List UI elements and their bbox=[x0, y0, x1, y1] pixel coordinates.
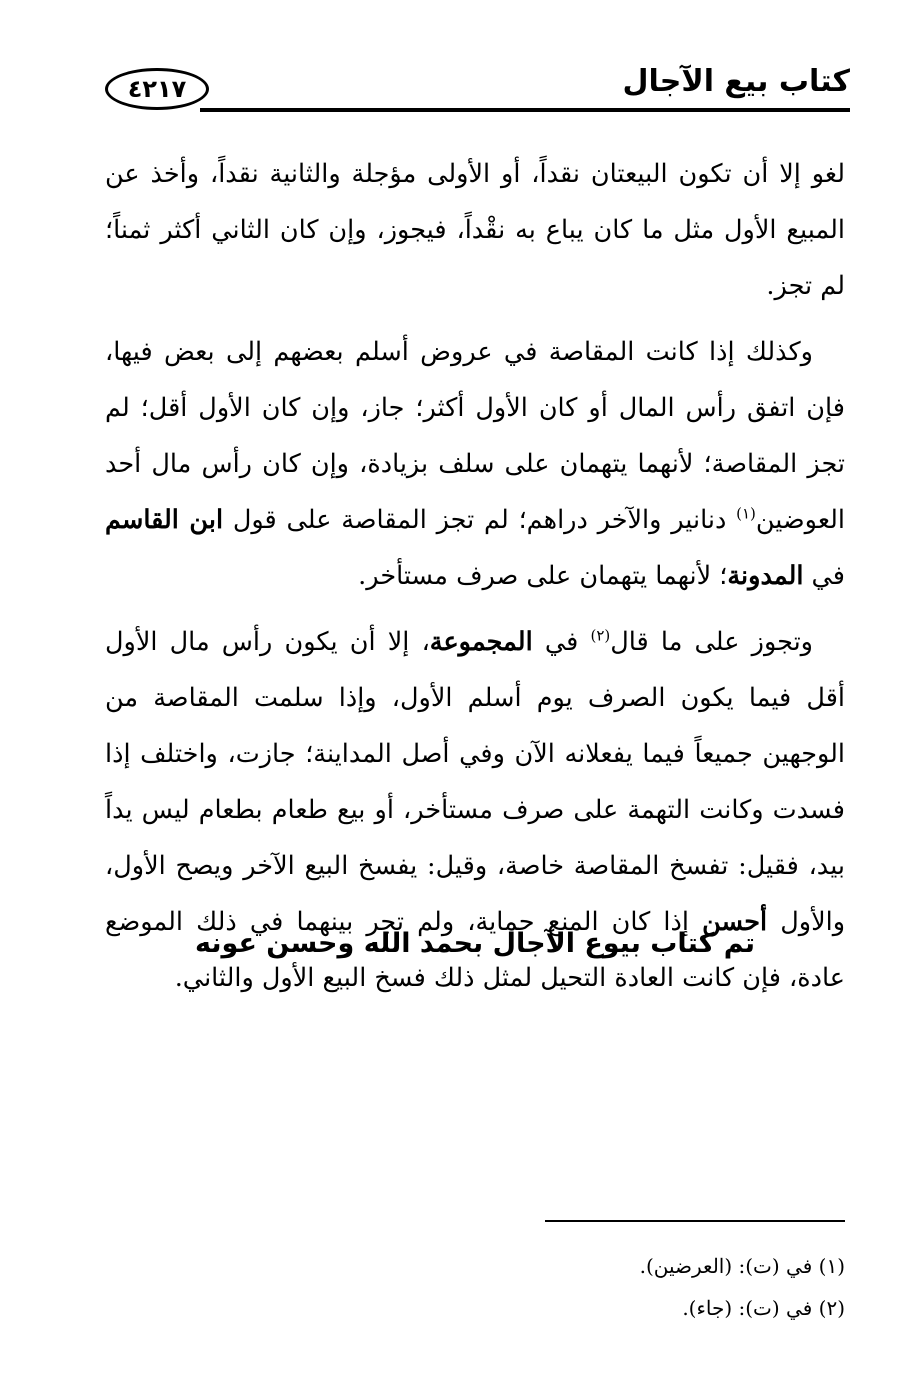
footnote-ref: (١) bbox=[736, 504, 756, 523]
page-header bbox=[105, 62, 850, 110]
text-run: ، إلا أن يكون رأس مال الأول أقل فيما يكون الصرف يوم أسلم الأول، وإذا سلمت المقاصة من الوجهين جميعاً فيما يفعلانه الآن وفي أصل المداينة؛ جازت، واختلف إذا فسدت وكانت التهمة على صرف مستأخر، أو بيع طعام بطعام ليس يداً بيد، فقيل: تفسخ المقاصة خاصة، وقيل: يفسخ البيع الآخر ويصح الأول، والأول bbox=[105, 627, 846, 937]
text-run: وكذلك إذا كانت المقاصة في عروض أسلم بعضهم إلى بعض فيها، فإن اتفق رأس المال أو كان الأول أكثر؛ جاز، وإن كان الأول أقل؛ لم تجز المقاصة؛ لأنهما يتهمان على سلف بزيادة، وإن كان رأس مال أحد العوضين bbox=[105, 337, 845, 535]
paragraph bbox=[105, 324, 845, 604]
page-number: ٤٢١٧ bbox=[105, 68, 209, 110]
text-run: دنانير والآخر دراهم؛ لم تجز المقاصة على قول bbox=[223, 505, 737, 535]
text-run: في bbox=[532, 627, 591, 657]
text-run: لغو إلا أن تكون البيعتان نقداً، أو الأولى مؤجلة والثانية نقداً، وأخذ عن المبيع الأول مثل ما كان يباع به نقْداً، فيجوز، وإن كان الثاني أكثر ثمناً؛ لم تجز. bbox=[105, 159, 845, 301]
closing-line: تم كتاب بيوع الآجال بحمد الله وحسن عونه bbox=[195, 928, 755, 959]
footnote-ref: (٢) bbox=[590, 626, 611, 645]
text-run: وتجوز على ما قال bbox=[610, 627, 813, 657]
emphasis: المجموعة bbox=[429, 627, 533, 657]
text-run: إذا كان المنع حماية، ولم تجر بينهما في ذلك الموضع عادة، فإن كانت العادة التحيل لمثل ذلك فسخ البيع الأول والثاني. bbox=[105, 907, 845, 993]
footnote-separator bbox=[545, 1220, 845, 1222]
footnote-1: (١) في (ت): (العرضين). bbox=[639, 1254, 845, 1278]
footnotes bbox=[420, 1245, 845, 1329]
running-title: كتاب بيع الآجال bbox=[622, 64, 850, 99]
emphasis: المدونة bbox=[727, 561, 804, 591]
footnote-2: (٢) في (ت): (جاء). bbox=[682, 1296, 845, 1320]
body-text bbox=[105, 146, 845, 1016]
paragraph bbox=[105, 146, 845, 314]
text-run: في bbox=[803, 561, 845, 591]
emphasis: أحسن bbox=[702, 907, 768, 937]
header-rule bbox=[200, 108, 850, 112]
text-run: ؛ لأنهما يتهمان على صرف مستأخر. bbox=[358, 561, 728, 591]
emphasis: ابن القاسم bbox=[105, 505, 224, 535]
